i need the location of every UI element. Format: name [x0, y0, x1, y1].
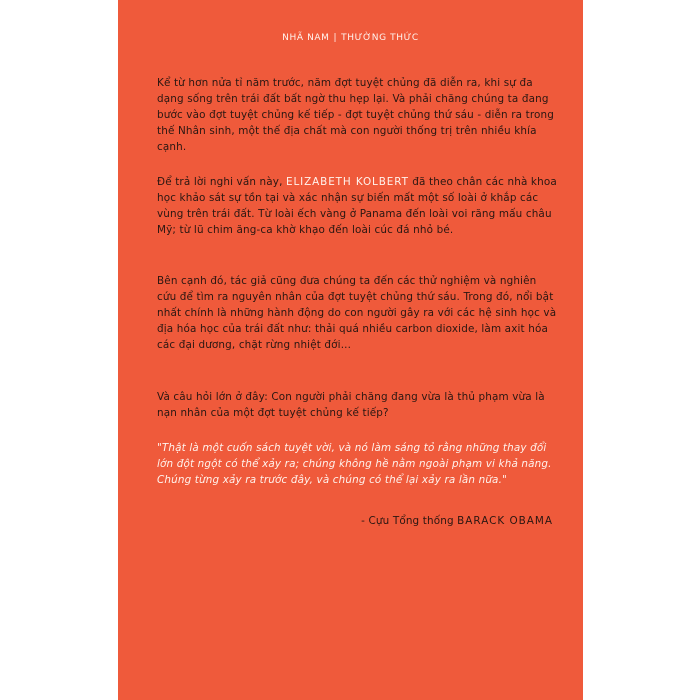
publisher-line: [118, 33, 583, 43]
author-name: ELIZABETH KOLBERT: [286, 176, 409, 188]
paragraph-question: Và câu hỏi lớn ở đây: Con người phải chăng đang vừa là thủ phạm vừa là nạn nhân của một đợt tuyệt chủng kế tiếp?: [157, 391, 545, 419]
endorsement-quote: "Thật là một cuốn sách tuyệt vời, và nó làm sáng tỏ rằng những thay đổi lớn đột ngột có thể xảy ra; chúng không hề nằm ngoài phạm vi khả năng. Chúng từng xảy ra trước đây, và chúng có thể lại xảy ra lần nữa.": [157, 442, 552, 486]
publisher-separator: |: [333, 33, 338, 43]
publisher-series: THƯỜNG THỨC: [341, 33, 419, 43]
book-back-cover: [118, 0, 583, 700]
paragraph-author-rest: đã theo chân các nhà khoa học khảo sát sự tồn tại và xác nhận sự biến mất một số loài ở khắp các vùng trên trái đất. Từ loài ếch vàng ở Panama đến loài voi răng mấu châu Mỹ; từ lũ chim ăng-ca khờ khạo đến loài cúc đá nhỏ bé.: [157, 176, 557, 236]
paragraph-intro: Kể từ hơn nửa tỉ năm trước, năm đợt tuyệt chủng đã diễn ra, khi sự đa dạng sống trên trái đất bất ngờ thu hẹp lại. Và phải chăng chúng ta đang bước vào đợt tuyệt chủng kế tiếp - đợt tuyệt chủng thứ sáu - diễn ra trong thế Nhân sinh, một thế địa chất mà con người thống trị trên nhiều khía cạnh.: [157, 77, 555, 153]
paragraph-author: [157, 174, 557, 238]
quote-attribution: [361, 515, 553, 527]
paragraph-research: Bên cạnh đó, tác giả cũng đưa chúng ta đến các thử nghiệm và nghiên cứu để tìm ra nguyên nhân của đợt tuyệt chủng thứ sáu. Trong đó, nổi bật nhất chính là những hành động do con người gây ra với các hệ sinh học và địa hóa học của trái đất như: thải quá nhiều carbon dioxide, làm axit hóa các đại dương, chặt rừng nhiệt đới...: [157, 275, 557, 351]
attribution-title: - Cựu Tổng thống: [361, 515, 458, 527]
paragraph-author-lead: Để trả lời nghi vấn này,: [157, 176, 287, 188]
attribution-name: BARACK OBAMA: [457, 515, 553, 527]
publisher-brand: NHÃ NAM: [282, 33, 330, 43]
